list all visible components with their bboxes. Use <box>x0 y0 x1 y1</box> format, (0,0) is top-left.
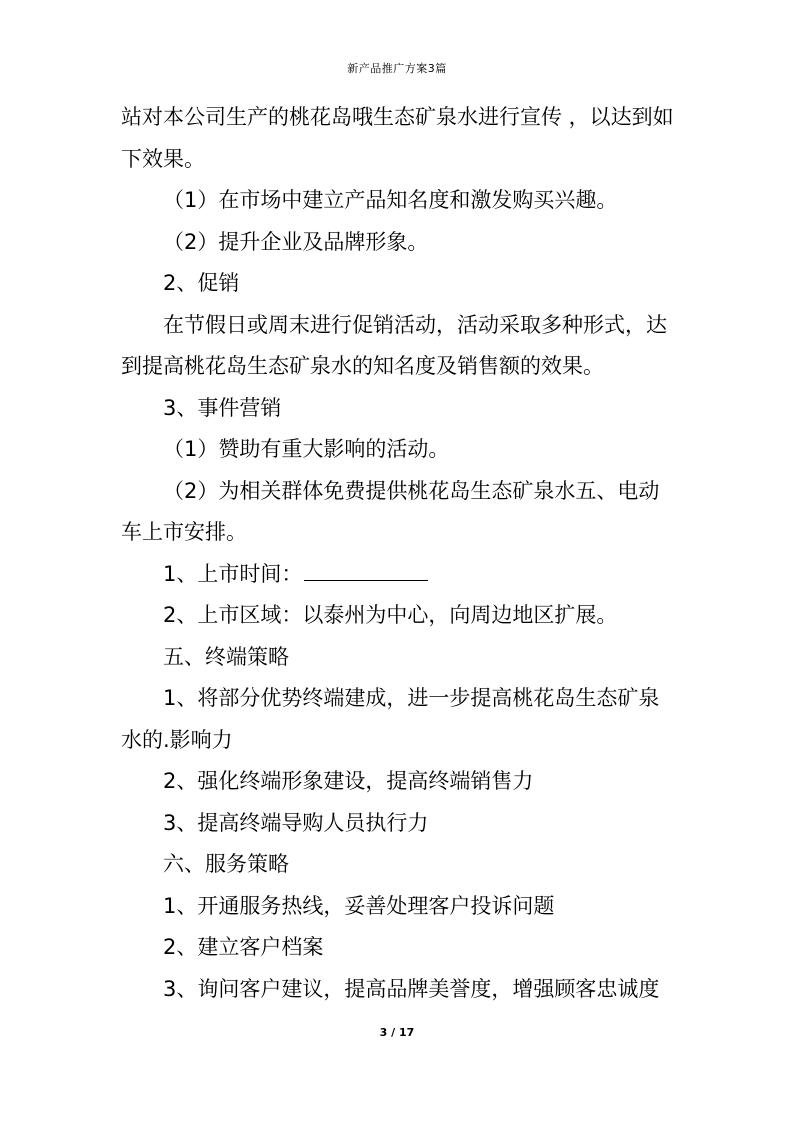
paragraph-line: 水的.影响力 <box>121 727 233 752</box>
list-item: （2）为相关群体免费提供桃花岛生态矿泉水五、电动 <box>163 478 660 503</box>
list-item-launch-time <box>121 554 677 596</box>
list-item: （2）提升企业及品牌形象。 <box>163 229 429 254</box>
section-heading: 3、事件营销 <box>163 395 282 420</box>
page-header-title: 新产品推广方案3篇 <box>347 62 447 75</box>
list-item: （1）在市场中建立产品知名度和激发购买兴趣。 <box>163 188 618 212</box>
list-item: 2、强化终端形象建设，提高终端销售力 <box>163 769 534 793</box>
list-item: 1、开通服务热线，妥善处理客户投诉问题 <box>163 893 555 918</box>
paragraph-line: 到提高桃花岛生态矿泉水的知名度及销售额的效果。 <box>121 354 604 378</box>
list-item: 3、询问客户建议，提高品牌美誉度，增强顾客忠诚度 <box>163 976 660 1001</box>
list-item: 2、建立客户档案 <box>163 935 324 959</box>
list-item: （1）赞助有重大影响的活动。 <box>163 437 450 461</box>
list-item: 2、上市区域：以泰州为中心，向周边地区扩展。 <box>163 603 618 627</box>
paragraph-line: 站对本公司生产的桃花岛哦生态矿泉水进行宣传 ，以达到如 <box>121 105 674 129</box>
section-heading: 六、服务策略 <box>163 852 289 876</box>
page-number: 3 / 17 <box>379 1026 415 1039</box>
paragraph-line: 在节假日或周末进行促销活动，活动采取多种形式，达 <box>163 312 667 337</box>
section-heading: 2、促销 <box>163 271 240 295</box>
document-body <box>121 97 677 1010</box>
launch-time-label: 1、上市时间： <box>163 561 303 586</box>
section-heading: 五、终端策略 <box>163 644 289 669</box>
list-item: 1、将部分优势终端建成，进一步提高桃花岛生态矿泉 <box>163 686 660 710</box>
paragraph-line: 下效果。 <box>121 146 205 171</box>
fill-in-blank <box>304 558 428 581</box>
paragraph-line: 车上市安排。 <box>121 520 247 544</box>
list-item: 3、提高终端导购人员执行力 <box>163 810 429 835</box>
